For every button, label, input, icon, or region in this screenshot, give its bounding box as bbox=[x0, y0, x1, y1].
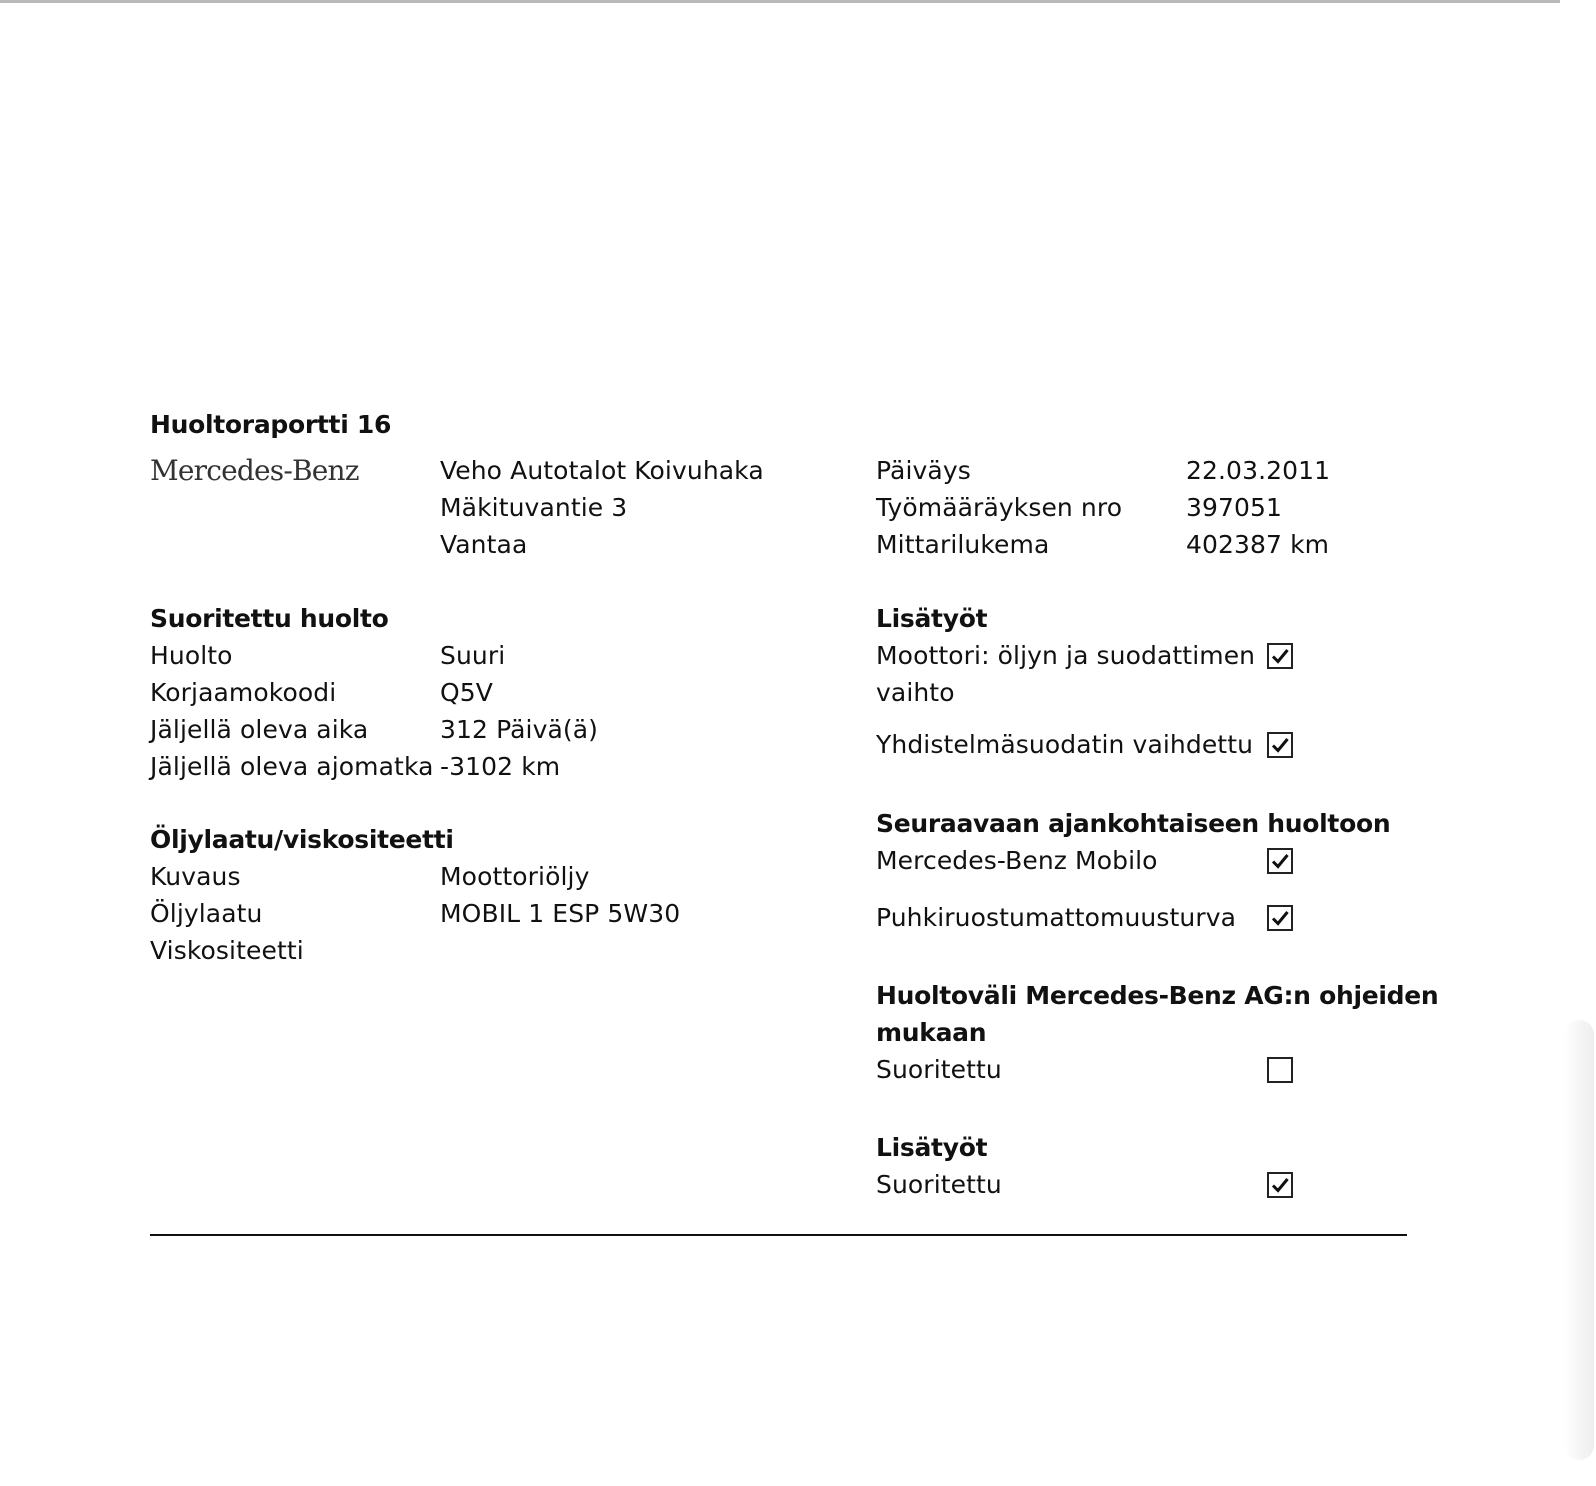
oil-change-label-line2: vaihto bbox=[876, 678, 955, 707]
workshop-code-label: Korjaamokoodi bbox=[150, 678, 337, 707]
oil-heading: Öljylaatu/viskositeetti bbox=[150, 825, 454, 854]
mobilo-checkbox[interactable] bbox=[1267, 848, 1293, 874]
date-label: Päiväys bbox=[876, 456, 971, 485]
checkmark-icon bbox=[1271, 852, 1289, 870]
workshop-code-value: Q5V bbox=[440, 678, 493, 707]
dealer-street: Mäkituvantie 3 bbox=[440, 493, 628, 522]
dealer-city: Vantaa bbox=[440, 530, 528, 559]
combo-filter-checkbox[interactable] bbox=[1267, 732, 1293, 758]
date-value: 22.03.2011 bbox=[1186, 456, 1331, 485]
report-title: Huoltoraportti 16 bbox=[150, 410, 392, 439]
odometer-label: Mittarilukema bbox=[876, 530, 1050, 559]
interval-heading-line2: mukaan bbox=[876, 1018, 987, 1047]
service-heading: Suoritettu huolto bbox=[150, 604, 389, 633]
service-label: Huolto bbox=[150, 641, 233, 670]
extra-work-2-heading: Lisätyöt bbox=[876, 1133, 988, 1162]
interval-performed-label: Suoritettu bbox=[876, 1055, 1002, 1084]
oil-quality-label: Öljylaatu bbox=[150, 899, 263, 928]
oil-change-checkbox[interactable] bbox=[1267, 643, 1293, 669]
oil-quality-value: MOBIL 1 ESP 5W30 bbox=[440, 899, 681, 928]
work-order-value: 397051 bbox=[1186, 493, 1283, 522]
remaining-time-value: 312 Päivä(ä) bbox=[440, 715, 599, 744]
checkmark-icon bbox=[1271, 1176, 1289, 1194]
oil-description-label: Kuvaus bbox=[150, 862, 241, 891]
checkmark-icon bbox=[1271, 647, 1289, 665]
remaining-distance-value: -3102 km bbox=[440, 752, 561, 781]
extra-work-heading: Lisätyöt bbox=[876, 604, 988, 633]
oil-change-label-line1: Moottori: öljyn ja suodattimen bbox=[876, 641, 1256, 670]
remaining-distance-label: Jäljellä oleva ajomatka bbox=[150, 752, 434, 781]
viscosity-label: Viskositeetti bbox=[150, 936, 304, 965]
oil-description-value: Moottoriöljy bbox=[440, 862, 590, 891]
odometer-value: 402387 km bbox=[1186, 530, 1330, 559]
extra-work-2-performed-checkbox[interactable] bbox=[1267, 1172, 1293, 1198]
checkmark-icon bbox=[1271, 736, 1289, 754]
rust-warranty-checkbox[interactable] bbox=[1267, 905, 1293, 931]
scrollbar-thumb[interactable] bbox=[1564, 1020, 1594, 1460]
scrollbar[interactable] bbox=[1560, 0, 1596, 1486]
next-service-heading: Seuraavaan ajankohtaiseen huoltoon bbox=[876, 809, 1391, 838]
bottom-divider bbox=[150, 1234, 1407, 1236]
rust-warranty-label: Puhkiruostumattomuusturva bbox=[876, 903, 1237, 932]
dealer-name: Veho Autotalot Koivuhaka bbox=[440, 456, 764, 485]
remaining-time-label: Jäljellä oleva aika bbox=[150, 715, 369, 744]
service-value: Suuri bbox=[440, 641, 506, 670]
mobilo-label: Mercedes-Benz Mobilo bbox=[876, 846, 1158, 875]
mercedes-benz-logo: Mercedes-Benz bbox=[150, 454, 359, 487]
top-border bbox=[0, 0, 1596, 3]
interval-heading-line1: Huoltoväli Mercedes-Benz AG:n ohjeiden bbox=[876, 981, 1439, 1010]
checkmark-icon bbox=[1271, 909, 1289, 927]
work-order-label: Työmääräyksen nro bbox=[876, 493, 1123, 522]
combo-filter-label: Yhdistelmäsuodatin vaihdettu bbox=[876, 730, 1254, 759]
extra-work-2-performed-label: Suoritettu bbox=[876, 1170, 1002, 1199]
interval-performed-checkbox[interactable] bbox=[1267, 1057, 1293, 1083]
